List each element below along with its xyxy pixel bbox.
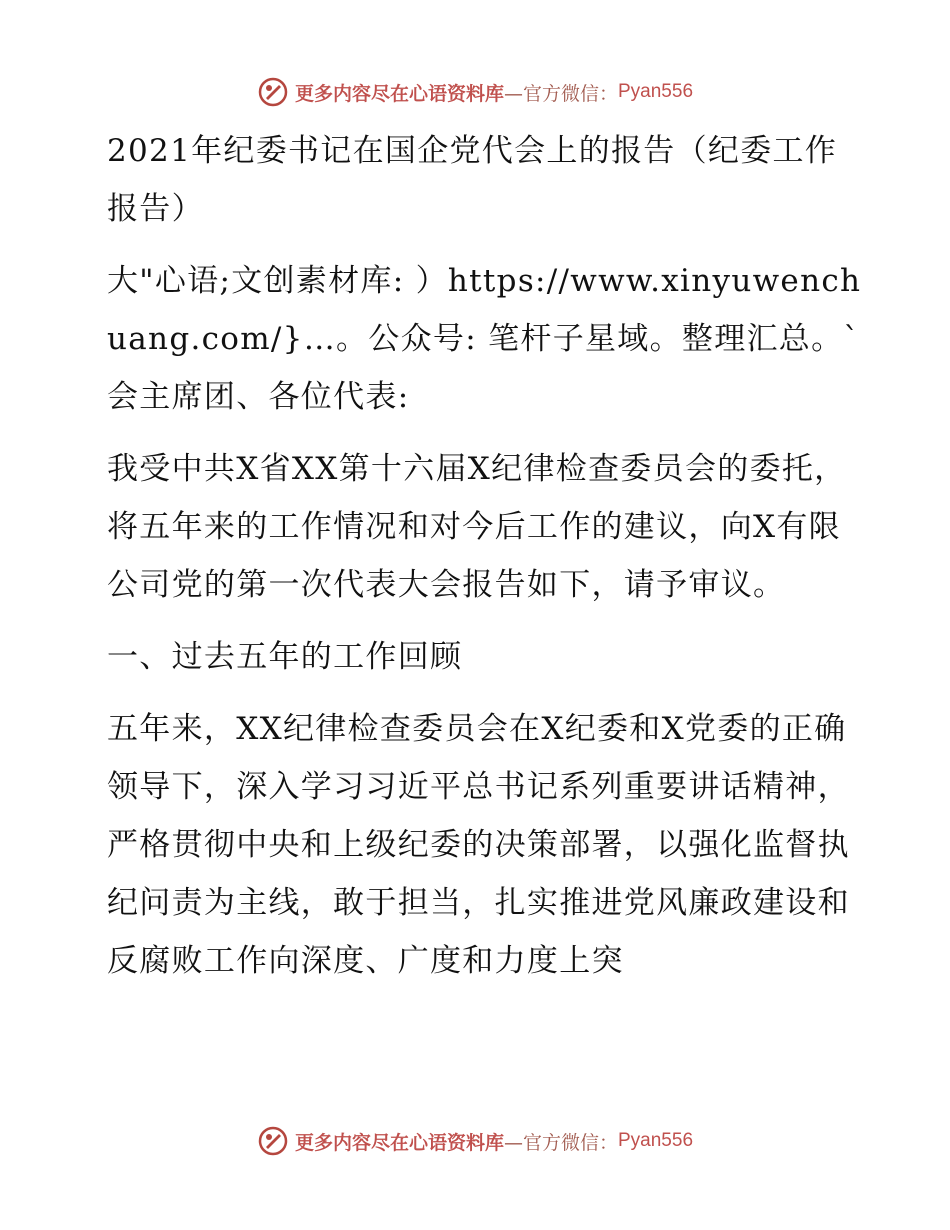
body-paragraph-1: 我受中共X省XX第十六届X纪律检查委员会的委托，将五年来的工作情况和对今后工作的建议，向X有限公司党的第一次代表大会报告如下，请予审议。 (107, 451, 847, 603)
section-heading: 一、过去五年的工作回顾 (107, 639, 463, 675)
banner-main-text: 更多内容尽在心语资料库 (294, 82, 504, 105)
body-paragraph-2: 五年来，XX纪律检查委员会在X纪委和X党委的正确领导下，深入学习习近平总书记系列重要讲话精神，严格贯彻中央和上级纪委的决策部署，以强化监督执纪问责为主线，敢于担当，扎实推进党风廉政建设和反腐败工作向深度、广度和力度上突 (107, 711, 850, 979)
banner-wechat-id: Pyan556 (618, 81, 694, 102)
brand-logo-icon (257, 76, 289, 108)
header-watermark-banner (0, 72, 950, 112)
banner-wechat-label: —官方微信： (503, 82, 618, 105)
intro-paragraph: 大"心语;文创素材库: ）https://www.xinyuwenchuang.com/}…。公众号: 笔杆子星域。整理汇总。`会主席团、各位代表: (107, 263, 862, 415)
banner-main-text: 更多内容尽在心语资料库 (294, 1131, 504, 1154)
document-body (97, 122, 867, 1004)
document-title: 2021年纪委书记在国企党代会上的报告（纪委工作报告） (107, 133, 838, 227)
brand-logo-icon (257, 1125, 289, 1157)
banner-wechat-label: —官方微信： (503, 1131, 618, 1154)
banner-wechat-id: Pyan556 (618, 1130, 694, 1151)
footer-watermark-banner (0, 1121, 950, 1161)
